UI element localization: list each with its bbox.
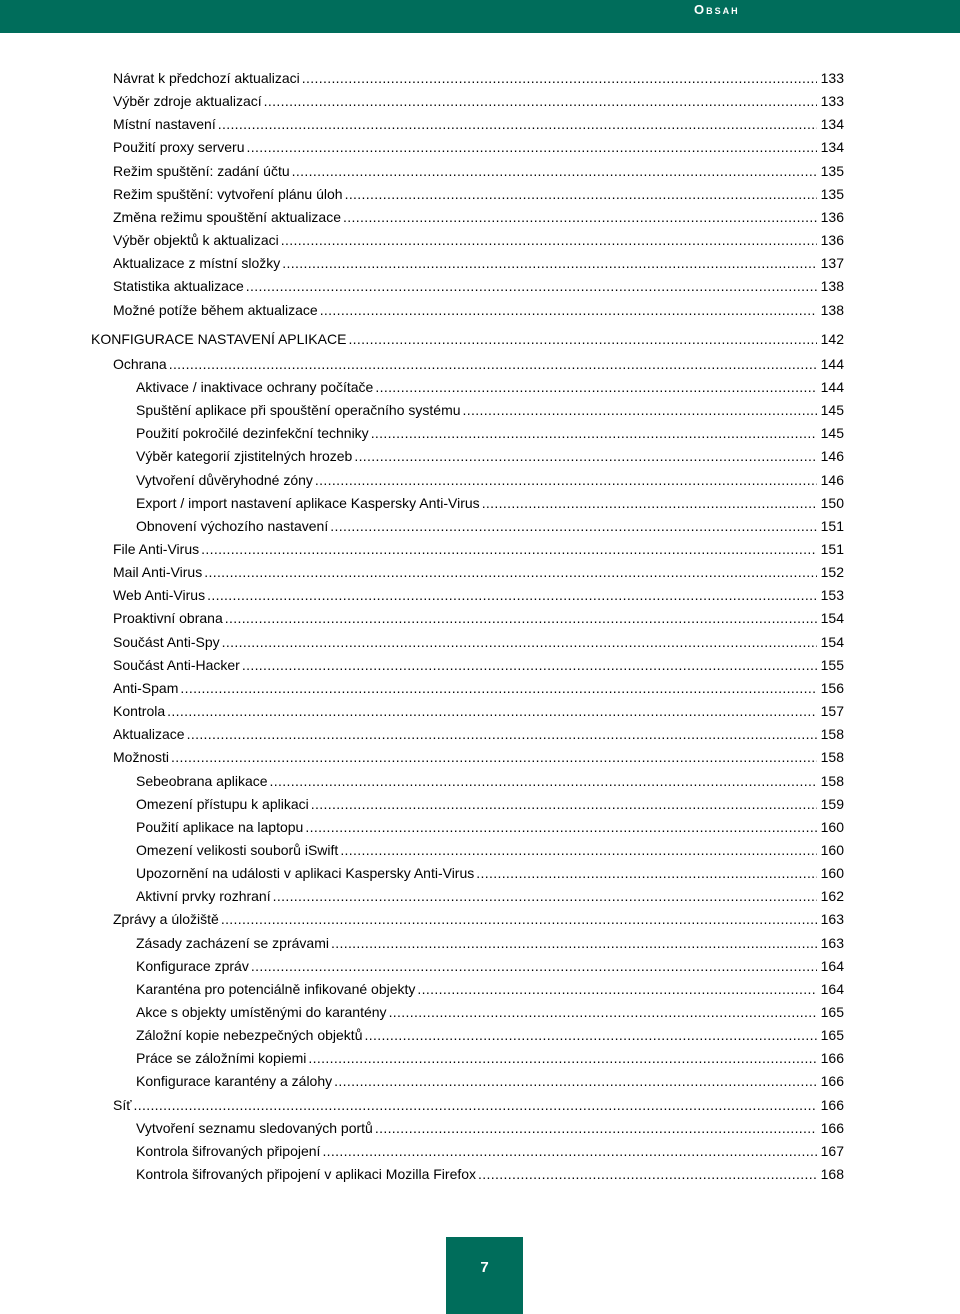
toc-entry-label: Web Anti-Virus	[113, 587, 206, 604]
toc-entry-page: 133	[820, 93, 844, 110]
toc-entry-label: Vytvoření seznamu sledovaných portů	[136, 1119, 373, 1136]
toc-entry-page: 134	[820, 139, 844, 156]
toc-dot-leader	[268, 773, 817, 790]
toc-entry[interactable]	[91, 328, 844, 348]
toc-entry-page: 155	[820, 656, 844, 673]
toc-dot-leader	[362, 1027, 816, 1044]
toc-entry-page: 158	[820, 726, 844, 743]
toc-entry-label: Výběr objektů k aktualizaci	[113, 232, 279, 249]
toc-entry-label: Aktualizace z místní složky	[113, 255, 281, 272]
toc-dot-leader	[461, 402, 817, 419]
toc-dot-leader	[415, 981, 816, 998]
toc-entry-page: 163	[820, 911, 844, 928]
toc-entry-label: Aktivace / inaktivace ochrany počítače	[136, 378, 374, 395]
toc-dot-leader	[387, 1004, 817, 1021]
toc-entry[interactable]	[113, 723, 844, 743]
toc-entry-page: 151	[820, 517, 844, 534]
toc-entry-page: 152	[820, 564, 844, 581]
toc-entry-label: Výběr kategorií zjistitelných hrozeb	[136, 448, 353, 465]
toc-entry-label: Mail Anti-Virus	[113, 564, 203, 581]
toc-dot-leader	[300, 70, 817, 87]
toc-entry[interactable]	[113, 561, 844, 581]
toc-dot-leader	[309, 796, 817, 813]
toc-entry-page: 158	[820, 772, 844, 789]
toc-entry-label: Upozornění na události v aplikaci Kaspersky Anti-Virus	[136, 865, 475, 882]
toc-entry[interactable]	[136, 445, 844, 465]
toc-entry-label: Akce s objekty umístěnými do karantény	[136, 1004, 387, 1020]
toc-entry-page: 159	[820, 795, 844, 812]
toc-entry[interactable]	[113, 299, 844, 319]
toc-dot-leader	[240, 657, 817, 674]
toc-dot-leader	[205, 587, 817, 604]
toc-entry[interactable]	[136, 1163, 844, 1183]
toc-dot-leader	[185, 726, 817, 743]
toc-entry[interactable]	[113, 206, 844, 226]
toc-dot-leader	[244, 278, 817, 295]
toc-entry-label: Export / import nastavení aplikace Kaspersky Anti-Virus	[136, 494, 480, 511]
toc-entry-page: 146	[820, 448, 844, 465]
toc-entry-page: 157	[820, 703, 844, 720]
toc-entry-page: 154	[820, 610, 844, 627]
toc-entry-page: 156	[820, 679, 844, 696]
toc-dot-leader	[320, 1143, 816, 1160]
toc-entry[interactable]	[113, 700, 844, 720]
toc-entry-page: 138	[820, 301, 844, 318]
toc-entry-label: Síť	[113, 1096, 132, 1113]
toc-dot-leader	[262, 93, 817, 110]
toc-entry-label: File Anti-Virus	[113, 541, 200, 557]
toc-entry-page: 164	[820, 957, 844, 974]
toc-entry-label: Obnovení výchozího nastavení	[136, 517, 329, 534]
toc-entry[interactable]	[136, 376, 844, 396]
toc-entry-page: 135	[820, 162, 844, 179]
toc-dot-leader	[474, 865, 816, 882]
toc-dot-leader	[303, 819, 816, 836]
page-number-tab	[446, 1237, 523, 1314]
toc-entry-label: Záložní kopie nebezpečných objektů	[136, 1027, 363, 1044]
toc-entry-label: Aktualizace	[113, 726, 185, 743]
toc-entry-label: Omezení přístupu k aplikaci	[136, 795, 309, 812]
toc-entry-label: Možnosti	[113, 749, 170, 766]
toc-entry-page: 153	[820, 587, 844, 604]
toc-entry-page: 160	[820, 841, 844, 858]
toc-entry-label: Použití aplikace na laptopu	[136, 818, 304, 835]
toc-entry-label: Aktivní prvky rozhraní	[136, 888, 271, 905]
toc-entry-label: Omezení velikosti souborů iSwift	[136, 841, 339, 858]
toc-dot-leader	[332, 1073, 817, 1090]
toc-entry-label: Konfigurace karantény a zálohy	[136, 1073, 333, 1090]
toc-dot-leader	[329, 935, 817, 952]
toc-dot-leader	[373, 1120, 817, 1137]
toc-entry-label: Kontrola	[113, 703, 166, 720]
toc-entry[interactable]	[136, 492, 844, 512]
toc-entry-page: 166	[820, 1050, 844, 1067]
toc-entry[interactable]	[136, 1024, 844, 1044]
toc-dot-leader	[219, 911, 817, 928]
toc-entry[interactable]	[136, 469, 844, 489]
toc-entry-page: 151	[820, 541, 844, 557]
toc-entry-page: 166	[820, 1119, 844, 1136]
toc-entry-page: 168	[820, 1166, 844, 1183]
toc-entry[interactable]	[136, 1047, 844, 1067]
toc-entry-label: Zprávy a úložiště	[113, 911, 219, 928]
toc-entry[interactable]	[136, 515, 844, 535]
toc-entry-page: 164	[820, 980, 844, 997]
toc-entry[interactable]	[136, 793, 844, 813]
toc-entry[interactable]	[136, 839, 844, 859]
toc-entry[interactable]	[113, 160, 844, 180]
toc-entry-label: Součást Anti-Hacker	[113, 656, 240, 673]
toc-dot-leader	[223, 610, 817, 627]
toc-entry-label: Kontrola šifrovaných připojení	[136, 1142, 321, 1159]
toc-entry[interactable]	[113, 353, 844, 373]
toc-entry-label: Zásady zacházení se zprávami	[136, 934, 329, 951]
toc-entry[interactable]	[113, 1094, 844, 1114]
toc-entry-page: 154	[820, 633, 844, 650]
toc-entry[interactable]	[136, 1070, 844, 1090]
toc-dot-leader	[199, 541, 817, 558]
toc-dot-leader	[290, 163, 817, 180]
toc-entry-page: 160	[820, 865, 844, 882]
toc-entry-page: 138	[820, 278, 844, 295]
toc-dot-leader	[220, 634, 817, 651]
toc-entry[interactable]	[113, 584, 844, 604]
toc-entry[interactable]	[113, 275, 844, 295]
toc-entry-label: Režim spuštění: vytvoření plánu úloh	[113, 185, 343, 202]
toc-entry-page: 136	[820, 232, 844, 249]
toc-entry[interactable]	[136, 978, 844, 998]
toc-entry[interactable]	[136, 399, 844, 419]
toc-dot-leader	[245, 139, 817, 156]
toc-entry-label: Návrat k předchozí aktualizaci	[113, 70, 300, 86]
toc-dot-leader	[343, 186, 817, 203]
toc-dot-leader	[131, 1097, 816, 1114]
toc-entry-page: 167	[820, 1142, 844, 1159]
toc-entry-label: Sebeobrana aplikace	[136, 772, 268, 789]
toc-dot-leader	[202, 564, 816, 581]
toc-entry-page: 160	[820, 818, 844, 835]
toc-entry-label: Použití proxy serveru	[113, 139, 245, 156]
toc-entry[interactable]	[113, 90, 844, 110]
toc-entry[interactable]	[113, 654, 844, 674]
toc-entry[interactable]	[136, 1117, 844, 1137]
toc-entry[interactable]	[113, 67, 844, 87]
toc-dot-leader	[328, 518, 816, 535]
toc-entry[interactable]	[113, 677, 844, 697]
toc-dot-leader	[271, 888, 817, 905]
toc-entry-page: 145	[820, 402, 844, 419]
toc-entry[interactable]	[113, 631, 844, 651]
toc-dot-leader	[480, 495, 817, 512]
toc-entry-label: Statistika aktualizace	[113, 278, 244, 295]
toc-entry-label: Ochrana	[113, 355, 167, 372]
toc-dot-leader	[318, 302, 817, 319]
toc-dot-leader	[306, 1050, 816, 1067]
toc-dot-leader	[338, 842, 816, 859]
toc-entry-page: 136	[820, 208, 844, 225]
toc-entry[interactable]	[113, 607, 844, 627]
toc-entry-label: KONFIGURACE NASTAVENÍ APLIKACE	[91, 330, 347, 347]
toc-entry[interactable]	[113, 538, 844, 558]
toc-entry[interactable]	[113, 229, 844, 249]
toc-dot-leader	[346, 331, 816, 348]
toc-entry[interactable]	[136, 1001, 844, 1021]
toc-dot-leader	[178, 680, 816, 697]
toc-dot-leader	[352, 448, 816, 465]
toc-entry-label: Kontrola šifrovaných připojení v aplikaci Mozilla Firefox	[136, 1166, 477, 1183]
toc-entry-label: Spuštění aplikace při spouštění operačního systému	[136, 402, 461, 419]
toc-entry[interactable]	[113, 908, 844, 928]
page-number: 7	[480, 1259, 489, 1276]
toc-entry-label: Místní nastavení	[113, 116, 216, 133]
toc-entry-page: 163	[820, 934, 844, 951]
toc-dot-leader	[279, 232, 817, 249]
toc-entry-label: Použití pokročilé dezinfekční techniky	[136, 425, 369, 442]
toc-dot-leader	[169, 749, 817, 766]
header-title: Obsah	[694, 2, 740, 17]
toc-entry[interactable]	[136, 862, 844, 882]
toc-entry[interactable]	[136, 422, 844, 442]
toc-entry[interactable]	[113, 746, 844, 766]
toc-entry-label: Anti-Spam	[113, 679, 179, 696]
toc-entry[interactable]	[136, 932, 844, 952]
toc-entry-label: Karanténa pro potenciálně infikované objekty	[136, 980, 416, 997]
toc-dot-leader	[165, 703, 816, 720]
toc-entry[interactable]	[136, 955, 844, 975]
toc-entry-label: Vytvoření důvěryhodné zóny	[136, 471, 313, 488]
toc-dot-leader	[313, 472, 817, 489]
toc-entry-page: 165	[820, 1004, 844, 1020]
toc-entry-page: 145	[820, 425, 844, 442]
toc-entry-page: 146	[820, 471, 844, 488]
toc-dot-leader	[476, 1166, 817, 1183]
toc-entry-label: Proaktivní obrana	[113, 610, 223, 627]
toc-entry[interactable]	[136, 1140, 844, 1160]
toc-entry-page: 165	[820, 1027, 844, 1044]
toc-entry-page: 144	[820, 378, 844, 395]
toc-entry-label: Konfigurace zpráv	[136, 957, 249, 974]
toc-entry-page: 162	[820, 888, 844, 905]
toc-entry-label: Výběr zdroje aktualizací	[113, 93, 262, 110]
toc-entry-page: 166	[820, 1096, 844, 1113]
toc-entry-label: Možné potíže během aktualizace	[113, 301, 318, 318]
toc-dot-leader	[216, 116, 817, 133]
toc-entry-page: 142	[820, 330, 844, 347]
toc-entry-label: Režim spuštění: zadání účtu	[113, 162, 290, 179]
toc-dot-leader	[373, 379, 816, 396]
toc-entry-page: 134	[820, 116, 844, 133]
toc-entry[interactable]	[136, 816, 844, 836]
toc-dot-leader	[369, 425, 817, 442]
toc-entry[interactable]	[136, 770, 844, 790]
toc-entry-page: 135	[820, 185, 844, 202]
toc-entry[interactable]	[136, 885, 844, 905]
toc-dot-leader	[280, 255, 816, 272]
toc-dot-leader	[249, 958, 817, 975]
toc-entry[interactable]	[113, 136, 844, 156]
toc-entry[interactable]	[113, 252, 844, 272]
toc-entry[interactable]	[113, 113, 844, 133]
toc-entry-label: Změna režimu spouštění aktualizace	[113, 208, 341, 225]
toc-entry-page: 133	[820, 70, 844, 86]
toc-entry-page: 150	[820, 494, 844, 511]
toc-entry-page: 144	[820, 355, 844, 372]
toc-entry-page: 158	[820, 749, 844, 766]
toc-entry-page: 166	[820, 1073, 844, 1090]
toc-dot-leader	[167, 356, 817, 373]
toc-dot-leader	[341, 209, 817, 226]
toc-entry[interactable]	[113, 183, 844, 203]
toc-entry-label: Práce se záložními kopiemi	[136, 1050, 307, 1067]
toc-entry-page: 137	[820, 255, 844, 272]
toc-entry-label: Součást Anti-Spy	[113, 633, 220, 650]
